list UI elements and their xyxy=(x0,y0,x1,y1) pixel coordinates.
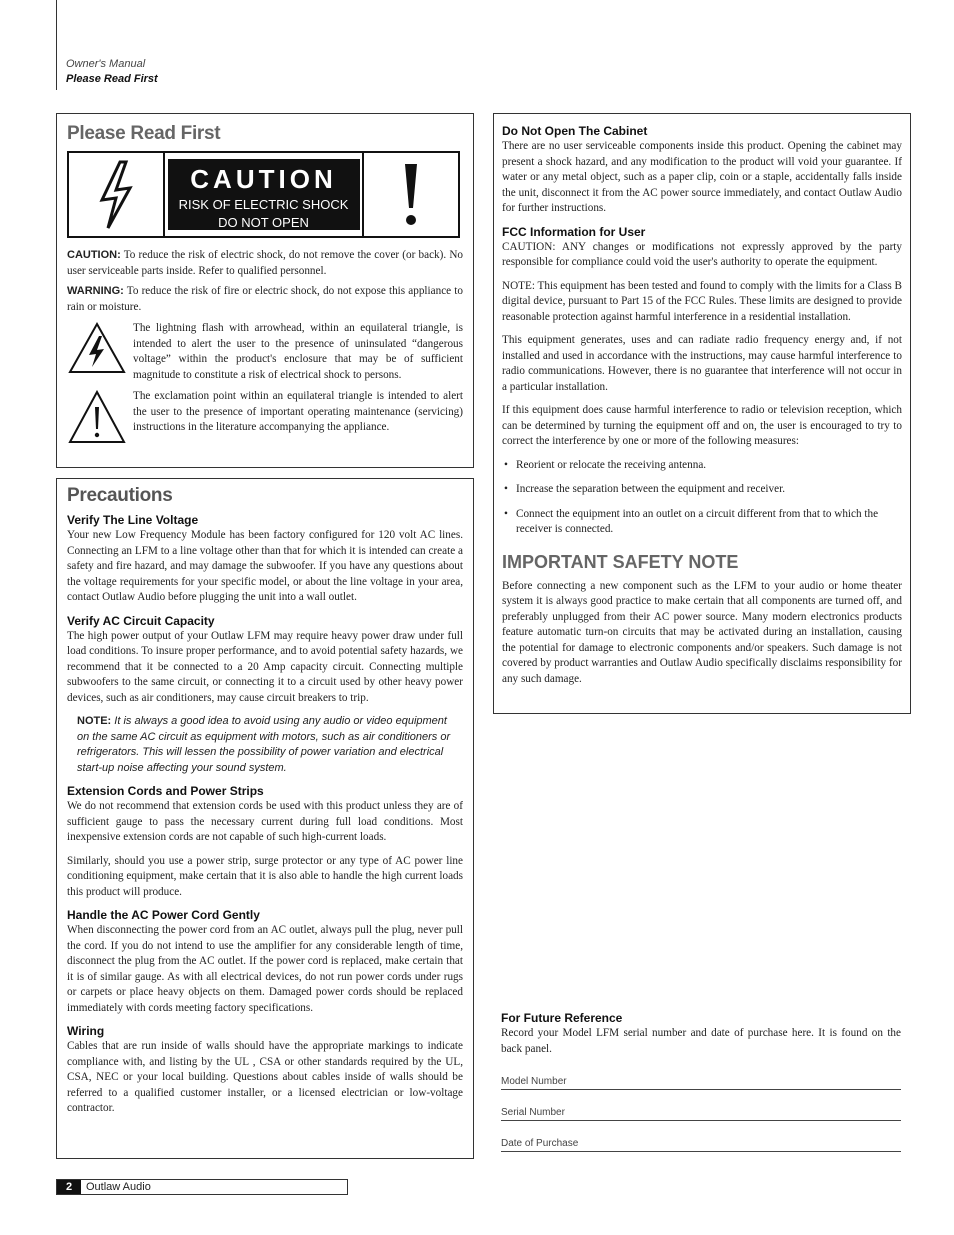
margin-rule xyxy=(56,0,57,90)
fcc-text-3: This equipment generates, uses and can radiate radio frequency energy and, if not installed and used in accordance with the instructions, may cause harmful interference to radio communications. However, there is no guarantee that interference will not occur in a particular installation. xyxy=(502,334,902,393)
line-voltage-heading: Verify The Line Voltage xyxy=(67,513,199,527)
cabinet-text: There are no user serviceable components inside this product. Opening the cabinet may present a shock hazard, and any modification to the product will void your guarantee. If water or any metal object, such as a paper clip, coin or a staple, accidentally falls inside the unit, disconnect it from the AC power source immediately, and contact Outlaw Audio for further instructions. xyxy=(502,140,902,214)
warning-text: To reduce the risk of fire or electric shock, do not expose this appliance to rain or moisture. xyxy=(67,285,463,313)
extension-heading: Extension Cords and Power Strips xyxy=(67,784,264,798)
fcc-heading: FCC Information for User xyxy=(502,224,646,239)
caution-lead: CAUTION: xyxy=(67,249,121,261)
caution-plate xyxy=(168,159,360,230)
caution-line-2: DO NOT OPEN xyxy=(218,215,309,230)
date-of-purchase-field[interactable]: Date of Purchase xyxy=(501,1137,901,1152)
lightning-triangle-icon xyxy=(67,321,133,380)
section-label: Please Read First xyxy=(66,73,158,85)
wiring-heading: Wiring xyxy=(67,1024,105,1038)
lightning-description: The lightning flash with arrowhead, within an equilateral triangle, is intended to alert the user to the presence of uninsulated “dangerous voltage” within the product's enclosure that may be of sufficient magnitude to constitute a risk of electrical shock to persons. xyxy=(133,322,463,381)
power-cord-text: When disconnecting the power cord from an AC outlet, always pull the plug, never pull the cord. If you do not intend to use the amplifier for any considerable length of time, disconnect the plug from the AC outlet. If the power cord is replaced, make certain that it is of similar gauge. As with all electrical devices, do not run power cords under rugs or carpets or place heavy objects on them. Damaged power cords should be replaced immediately with cords meeting factory specifications. xyxy=(67,924,463,1014)
precautions-box xyxy=(56,478,474,1159)
future-reference-heading: For Future Reference xyxy=(501,1011,623,1025)
caution-heading: CAUTION xyxy=(190,164,337,194)
manual-label: Owner's Manual xyxy=(66,58,146,70)
safety-note-title: IMPORTANT SAFETY NOTE xyxy=(502,551,739,572)
caution-banner xyxy=(67,151,460,238)
precautions-title: Precautions xyxy=(67,485,173,506)
list-item: • Increase the separation between the equipment and receiver. xyxy=(502,482,902,498)
caution-text: To reduce the risk of electric shock, do not remove the cover (or back). No user serviceable parts inside. Refer to qualified personnel. xyxy=(67,249,463,277)
caution-plate-frame xyxy=(163,153,364,236)
running-header xyxy=(66,57,158,87)
fcc-measures-list xyxy=(502,458,902,538)
lightning-symbol-row xyxy=(67,321,463,383)
exclamation-symbol-row xyxy=(67,389,463,450)
circuit-capacity-text: The high power output of your Outlaw LFM may require heavy power draw under full load conditions. To insure proper performance, and to avoid potential safety hazards, we recommend that it be connected to a 20 Amp capacity circuit. Connecting multiple subwoofers to the same circuit, or connecting it to a circuit used by other heavy power devices, such as air conditioners, may cause circuit breakers to trip. xyxy=(67,629,463,704)
list-item: • Connect the equipment into an outlet on a circuit different from that to which the receiver is connected. xyxy=(502,507,902,538)
caution-paragraph xyxy=(67,248,463,279)
fcc-text-4: If this equipment does cause harmful interference to radio or television reception, which can be determined by turning the equipment off and on, the user is encouraged to try to correct the interference by one or more of the following measures: xyxy=(502,404,902,447)
note-lead: NOTE: xyxy=(77,715,112,727)
page-footer xyxy=(56,1179,348,1195)
publisher-name: Outlaw Audio xyxy=(86,1181,151,1193)
future-reference-text: Record your Model LFM serial number and date of purchase here. It is found on the back panel. xyxy=(501,1027,901,1055)
please-read-title: Please Read First xyxy=(67,123,221,144)
power-cord-heading: Handle the AC Power Cord Gently xyxy=(67,908,260,922)
model-number-field[interactable]: Model Number xyxy=(501,1075,901,1090)
exclamation-icon xyxy=(364,153,458,236)
cabinet-heading: Do Not Open The Cabinet xyxy=(502,124,648,138)
safety-note-text: Before connecting a new component such as the LFM to your audio or home theater system it is always good practice to make certain that all components are turned off, and preferably unplugged from their AC power source. Many modern electronics products feature automatic turn-on circuits that may be activated during an installation, causing the potential for damage to electronic components and/or speakers. Such damage is not covered by product warranties and Outlaw Audio specifically disclaims responsibility for any such damage. xyxy=(502,579,902,685)
right-column-box xyxy=(493,113,911,714)
fcc-text-1: CAUTION: ANY changes or modifications not expressly approved by the party responsible for compliance could void the user's authority to operate the equipment. xyxy=(502,240,902,268)
circuit-capacity-heading: Verify AC Circuit Capacity xyxy=(67,613,215,628)
caution-line-1: RISK OF ELECTRIC SHOCK xyxy=(178,197,349,212)
wiring-text: Cables that are run inside of walls should have the appropriate markings to indicate compliance with, and listing by the UL , CSA or other standards required by the UL, CSA, NEC or your local building. Questions about cables inside of walls should be referred to a qualified customer installer, or a licensed electrician or low-voltage contractor. xyxy=(67,1040,463,1114)
note-text: It is always a good idea to avoid using any audio or video equipment on the same AC circuit as equipment with motors, such as air conditioners or refrigerators. This will lessen the possibility of power variation and electrical start-up noise affecting your sound system. xyxy=(77,715,451,774)
exclamation-description: The exclamation point within an equilateral triangle is intended to alert the user to the presence of important operating maintenance (servicing) instructions in the literature accompanying the appliance. xyxy=(133,390,463,433)
extension-text-2: Similarly, should you use a power strip, surge protector or any type of AC power line conditioning equipment, make certain that it is also able to handle the high current loads this product will produce. xyxy=(67,854,463,898)
exclamation-triangle-icon xyxy=(67,389,133,450)
warning-lead: WARNING: xyxy=(67,285,124,297)
lightning-bolt-icon xyxy=(69,153,163,236)
list-item: • Reorient or relocate the receiving antenna. xyxy=(502,458,902,474)
extension-text-1: We do not recommend that extension cords be used with this product unless they are of sufficient gauge to pass the necessary current during full load conditions. Most inexpensive extension cords are not capable of such high-current loads. xyxy=(67,800,463,843)
page-number: 2 xyxy=(57,1180,81,1194)
fcc-text-2: NOTE: This equipment has been tested and found to comply with the limits for a Class B digital device, pursuant to Part 15 of the FCC Rules. These limits are designed to provide reasonable protection against harmful interference in a residential installation. xyxy=(502,279,902,323)
serial-number-field[interactable]: Serial Number xyxy=(501,1106,901,1121)
please-read-box xyxy=(56,113,474,468)
future-reference xyxy=(501,1011,901,1168)
note-block xyxy=(77,714,455,776)
warning-paragraph xyxy=(67,284,463,315)
line-voltage-text: Your new Low Frequency Module has been factory configured for 120 volt AC lines. Connecting an LFM to a line voltage other than that for which it is intended can create a safety and fire hazard, and may damage the subwoofer. If you have any questions about the voltage requirements for your specific model, or about the line voltage in your area, contact Outlaw Audio before plugging the unit into a wall outlet. xyxy=(67,529,463,603)
